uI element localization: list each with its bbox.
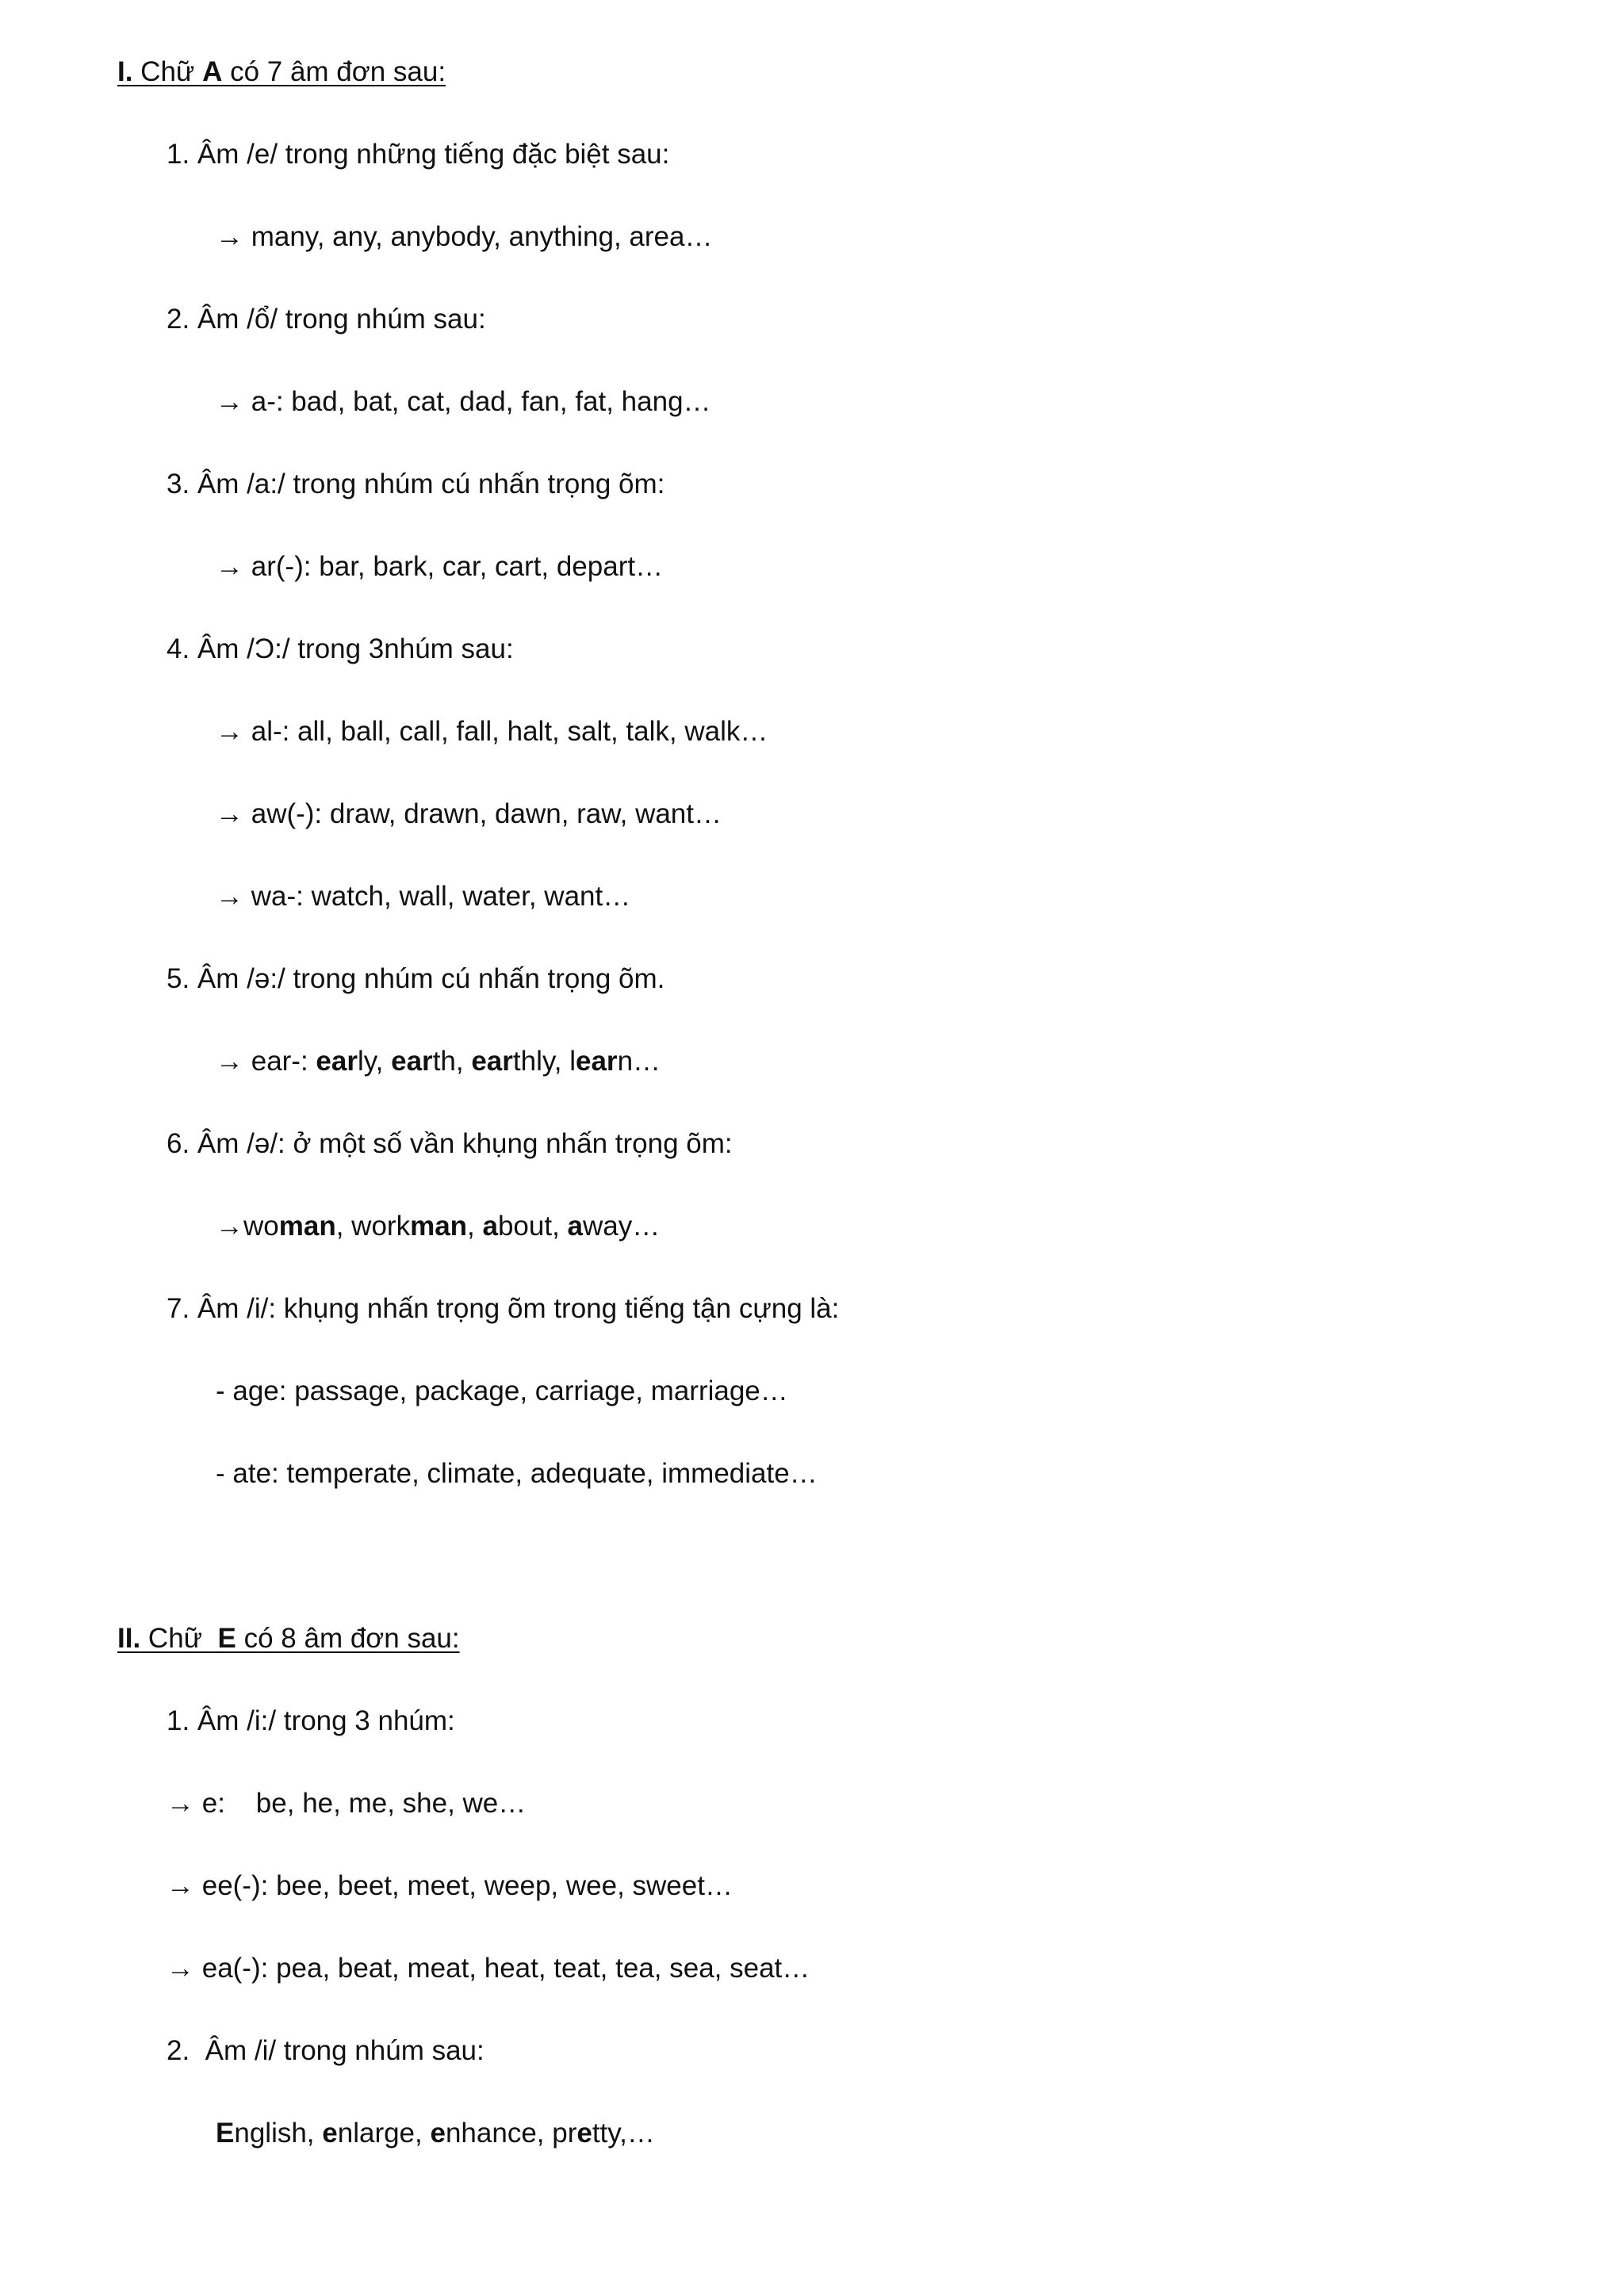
example-line: - age: passage, package, carriage, marriage… — [216, 1376, 788, 1406]
example-line: English, enlarge, enhance, pretty,… — [216, 2118, 655, 2149]
example-line: → e: be, he, me, she, we… — [167, 1788, 527, 1819]
example-line: → a-: bad, bat, cat, dad, fan, fat, hang… — [216, 386, 711, 417]
example-line: → ar(-): bar, bark, car, cart, depart… — [216, 551, 664, 582]
example-line: → many, any, anybody, anything, area… — [216, 221, 713, 252]
example-line: → ear-: early, earth, earthly, learn… — [216, 1046, 661, 1077]
example-line: → al-: all, ball, call, fall, halt, salt, talk, walk… — [216, 716, 768, 747]
example-line: - ate: temperate, climate, adequate, immediate… — [216, 1458, 818, 1489]
item-title: 2. Âm /ổ/ trong nhúm sau: — [167, 304, 486, 335]
item-title: 1. Âm /i:/ trong 3 nhúm: — [167, 1705, 455, 1736]
item-title: 4. Âm /Ɔ:/ trong 3nhúm sau: — [167, 633, 514, 664]
item-title: 1. Âm /e/ trong những tiếng đặc biệt sau: — [167, 139, 670, 170]
section-1-heading: I. Chữ A có 7 âm đơn sau: — [117, 56, 446, 87]
example-line: → aw(-): draw, drawn, dawn, raw, want… — [216, 798, 722, 829]
item-title: 2. Âm /i/ trong nhúm sau: — [167, 2035, 485, 2066]
section-2-heading: II. Chữ E có 8 âm đơn sau: — [117, 1623, 460, 1654]
item-title: 7. Âm /i/: khụng nhấn trọng õm trong tiếng tận cựng là: — [167, 1293, 840, 1324]
example-line: → ee(-): bee, beet, meet, weep, wee, sweet… — [167, 1870, 733, 1901]
item-title: 6. Âm /ə/: ở một số vần khụng nhấn trọng õm: — [167, 1128, 733, 1159]
example-line: →woman, workman, about, away… — [216, 1211, 661, 1242]
example-line: → ea(-): pea, beat, meat, heat, teat, tea, sea, seat… — [167, 1953, 810, 1984]
example-line: → wa-: watch, wall, water, want… — [216, 881, 631, 912]
item-title: 5. Âm /ə:/ trong nhúm cú nhấn trọng õm. — [167, 963, 665, 994]
item-title: 3. Âm /a:/ trong nhúm cú nhấn trọng õm: — [167, 469, 665, 499]
